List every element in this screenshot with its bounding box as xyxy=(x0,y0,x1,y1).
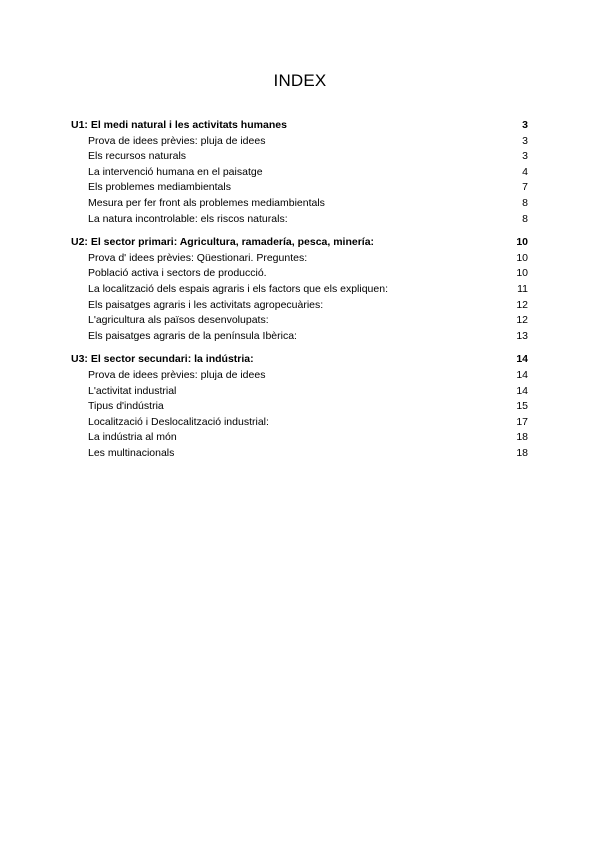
toc-page-number: 12 xyxy=(516,298,528,311)
toc-entry xyxy=(71,134,528,150)
toc-entry-label: Els paisatges agraris de la península Ibèrica: xyxy=(88,329,297,342)
toc-entry-label: Tipus d'indústria xyxy=(88,400,164,413)
toc-page-number: 10 xyxy=(516,236,528,249)
toc-page-number: 11 xyxy=(517,282,528,295)
toc-entry xyxy=(71,430,528,446)
toc-page-number: 4 xyxy=(522,165,528,178)
toc-entry xyxy=(71,399,528,415)
toc-page-number: 3 xyxy=(522,134,528,147)
toc-entry xyxy=(71,313,528,329)
toc-entry xyxy=(71,282,528,298)
toc-entry-label: La indústria al món xyxy=(88,431,177,444)
toc-unit-2 xyxy=(71,235,528,344)
toc-page-number: 14 xyxy=(516,353,528,366)
toc-page-number: 18 xyxy=(516,431,528,444)
toc-page-number: 13 xyxy=(516,329,528,342)
toc-entry xyxy=(71,165,528,181)
toc-entry xyxy=(71,266,528,282)
toc-page-number: 17 xyxy=(516,415,528,428)
table-of-contents xyxy=(71,118,528,469)
toc-entry-label: Localització i Deslocalització industrial: xyxy=(88,415,269,428)
toc-entry xyxy=(71,415,528,431)
toc-unit-label: U3: El sector secundari: la indústria: xyxy=(71,353,254,366)
toc-page-number: 14 xyxy=(516,368,528,381)
toc-unit-label: U2: El sector primari: Agricultura, ramadería, pesca, minería: xyxy=(71,236,375,249)
toc-entry-label: L'activitat industrial xyxy=(88,384,177,397)
toc-entry-label: La localització dels espais agraris i els factors que els expliquen: xyxy=(88,282,388,295)
toc-entry xyxy=(71,446,528,462)
toc-entry-label: Els problemes mediambientals xyxy=(88,181,231,194)
toc-entry xyxy=(71,212,528,228)
toc-unit-heading xyxy=(71,118,528,134)
toc-entry-label: La natura incontrolable: els riscos naturals: xyxy=(88,212,288,225)
toc-page-number: 3 xyxy=(522,150,528,163)
toc-entry-label: Els recursos naturals xyxy=(88,150,187,163)
toc-page-number: 3 xyxy=(522,119,528,131)
toc-entry-label: Prova de idees prèvies: pluja de idees xyxy=(88,134,266,147)
toc-entry xyxy=(71,368,528,384)
toc-entry-label: Mesura per fer front als problemes mediambientals xyxy=(88,196,325,209)
toc-unit-heading xyxy=(71,352,528,368)
toc-page-number: 8 xyxy=(522,196,528,209)
toc-page-number: 10 xyxy=(516,251,528,264)
toc-entry-label: L'agricultura als països desenvolupats: xyxy=(88,314,269,327)
toc-entry xyxy=(71,251,528,267)
toc-page-number: 18 xyxy=(516,446,528,459)
toc-page-number: 7 xyxy=(522,181,528,194)
toc-entry-label: Població activa i sectors de producció. xyxy=(88,267,267,280)
page-title: INDEX xyxy=(273,71,327,90)
toc-entry-label: Prova de idees prèvies: pluja de idees xyxy=(88,368,266,381)
toc-page-number: 15 xyxy=(516,400,528,413)
toc-page-number: 12 xyxy=(516,314,528,327)
toc-entry xyxy=(71,180,528,196)
toc-unit-1 xyxy=(71,118,528,227)
toc-unit-heading xyxy=(71,235,528,251)
toc-page-number: 14 xyxy=(516,384,528,397)
toc-page-number: 10 xyxy=(516,267,528,280)
toc-entry xyxy=(71,384,528,400)
toc-entry-label: Prova d' idees prèvies: Qüestionari. Preguntes: xyxy=(88,251,308,264)
toc-entry xyxy=(71,298,528,314)
toc-entry xyxy=(71,329,528,345)
toc-entry xyxy=(71,196,528,212)
toc-page-number: 8 xyxy=(522,212,528,225)
toc-entry-label: Els paisatges agraris i les activitats agropecuàries: xyxy=(88,298,324,311)
toc-entry-label: La intervenció humana en el paisatge xyxy=(88,165,263,178)
toc-unit-label: U1: El medi natural i les activitats humanes xyxy=(71,119,287,131)
toc-entry xyxy=(71,149,528,165)
toc-unit-3 xyxy=(71,352,528,461)
toc-entry-label: Les multinacionals xyxy=(88,446,175,459)
